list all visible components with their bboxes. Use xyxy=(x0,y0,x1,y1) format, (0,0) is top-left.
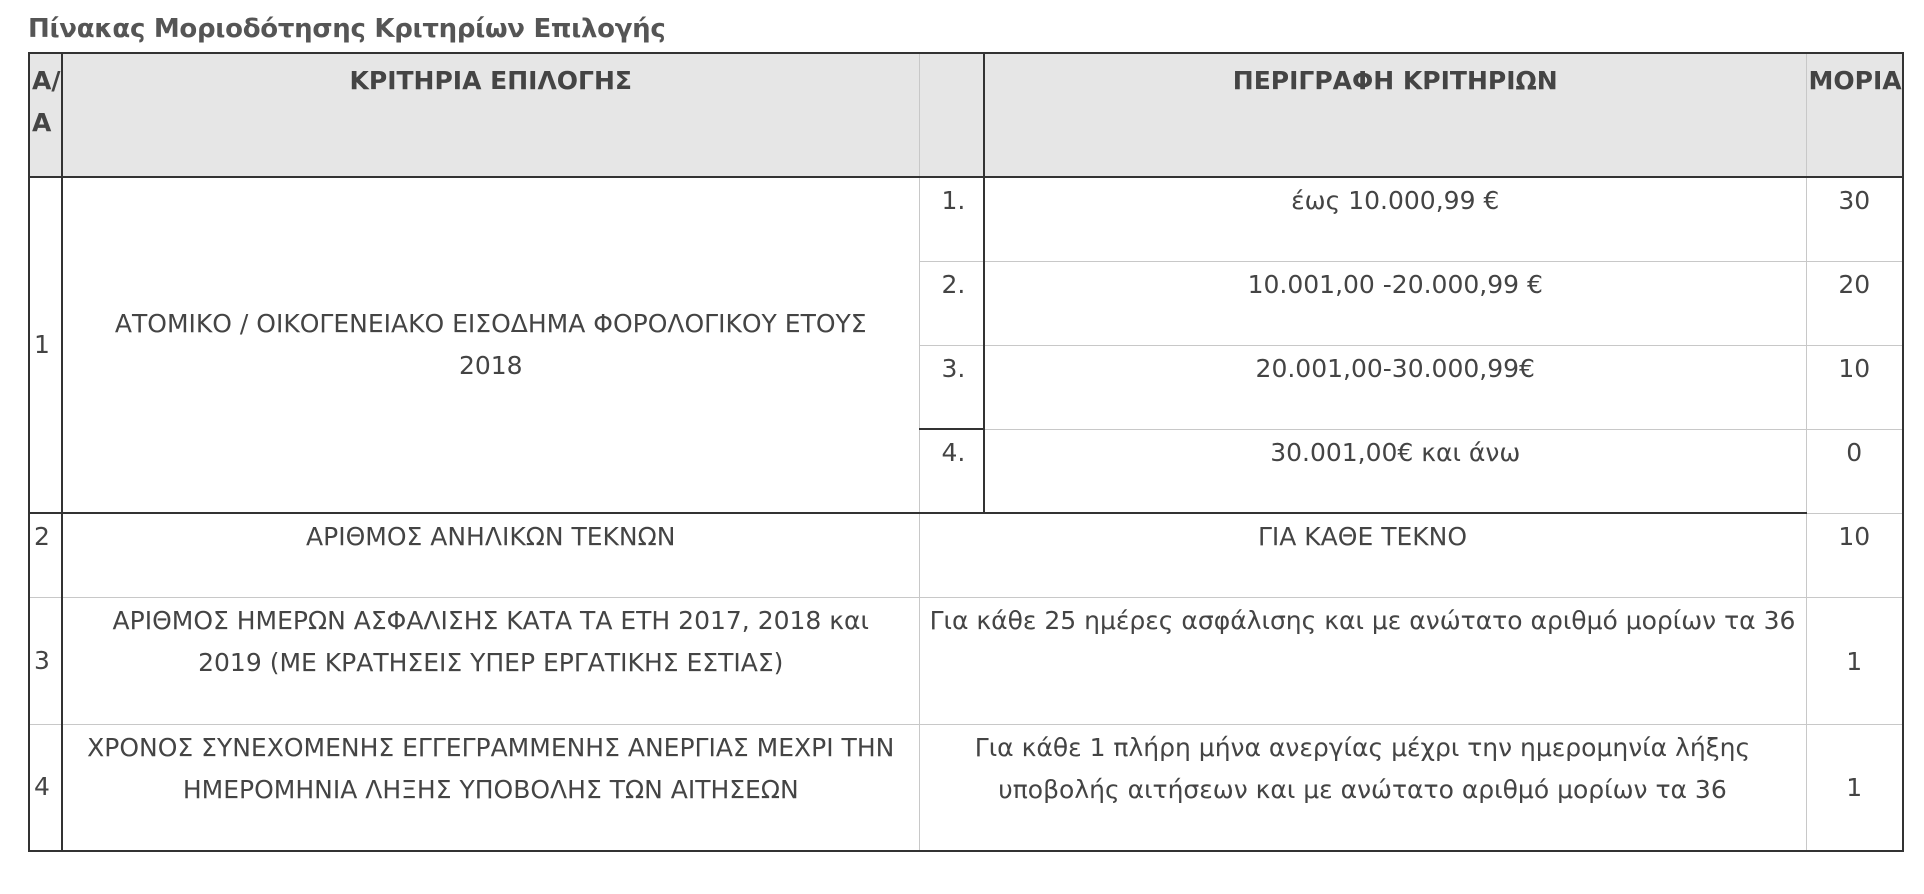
row-1-sub-1-desc: έως 10.000,99 € xyxy=(984,177,1806,261)
row-1-sub-1-score: 30 xyxy=(1806,177,1903,261)
row-1-sub-4-desc: 30.001,00€ και άνω xyxy=(984,429,1806,513)
table-row xyxy=(29,724,1903,851)
row-1-sub-2-num: 2. xyxy=(919,261,984,345)
header-score: ΜΟΡΙΑ xyxy=(1806,53,1903,177)
table-row xyxy=(29,597,1903,724)
table-row xyxy=(29,177,1903,261)
header-aa: Α/Α xyxy=(29,53,62,177)
row-3-criterion: ΑΡΙΘΜΟΣ ΗΜΕΡΩΝ ΑΣΦΑΛΙΣΗΣ ΚΑΤΑ ΤΑ ΕΤΗ 2017, 2018 και 2019 (ΜΕ ΚΡΑΤΗΣΕΙΣ ΥΠΕΡ ΕΡΓΑΤΙΚΗΣ ΕΣΤΙΑΣ) xyxy=(62,597,919,724)
row-1-criterion: ΑΤΟΜΙΚΟ / ΟΙΚΟΓΕΝΕΙΑΚΟ ΕΙΣΟΔΗΜΑ ΦΟΡΟΛΟΓΙΚΟΥ ΕΤΟΥΣ 2018 xyxy=(62,177,919,513)
table-header-row xyxy=(29,53,1903,177)
row-1-aa: 1 xyxy=(29,177,62,513)
row-2-description: ΓΙΑ ΚΑΘΕ ΤΕΚΝΟ xyxy=(919,513,1806,597)
row-3-aa: 3 xyxy=(29,597,62,724)
row-1-sub-3-score: 10 xyxy=(1806,345,1903,429)
row-3-description: Για κάθε 25 ημέρες ασφάλισης και με ανώτατο αριθμό μορίων τα 36 xyxy=(919,597,1806,724)
row-1-sub-3-desc: 20.001,00-30.000,99€ xyxy=(984,345,1806,429)
row-1-sub-2-score: 20 xyxy=(1806,261,1903,345)
row-1-sub-4-score: 0 xyxy=(1806,429,1903,513)
row-1-sub-3-num: 3. xyxy=(919,345,984,429)
row-4-description: Για κάθε 1 πλήρη μήνα ανεργίας μέχρι την ημερομηνία λήξης υποβολής αιτήσεων και με ανώτατο αριθμό μορίων τα 36 xyxy=(919,724,1806,851)
row-2-score: 10 xyxy=(1806,513,1903,597)
row-1-sub-2-desc: 10.001,00 -20.000,99 € xyxy=(984,261,1806,345)
row-4-score: 1 xyxy=(1806,724,1903,851)
row-2-aa: 2 xyxy=(29,513,62,597)
table-row xyxy=(29,513,1903,597)
page-title: Πίνακας Μοριοδότησης Κριτηρίων Επιλογής xyxy=(28,14,666,44)
row-1-sub-4-num: 4. xyxy=(919,429,984,513)
row-4-criterion: ΧΡΟΝΟΣ ΣΥΝΕΧΟΜΕΝΗΣ ΕΓΓΕΓΡΑΜΜΕΝΗΣ ΑΝΕΡΓΙΑΣ ΜΕΧΡΙ ΤΗΝ ΗΜΕΡΟΜΗΝΙΑ ΛΗΞΗΣ ΥΠΟΒΟΛΗΣ ΤΩΝ ΑΙΤΗΣΕΩΝ xyxy=(62,724,919,851)
row-1-sub-1-num: 1. xyxy=(919,177,984,261)
row-3-score: 1 xyxy=(1806,597,1903,724)
criteria-scoring-table xyxy=(28,52,1904,852)
header-spacer xyxy=(919,53,984,177)
row-2-criterion: ΑΡΙΘΜΟΣ ΑΝΗΛΙΚΩΝ ΤΕΚΝΩΝ xyxy=(62,513,919,597)
header-description: ΠΕΡΙΓΡΑΦΗ ΚΡΙΤΗΡΙΩΝ xyxy=(984,53,1806,177)
row-4-aa: 4 xyxy=(29,724,62,851)
header-criteria: ΚΡΙΤΗΡΙΑ ΕΠΙΛΟΓΗΣ xyxy=(62,53,919,177)
